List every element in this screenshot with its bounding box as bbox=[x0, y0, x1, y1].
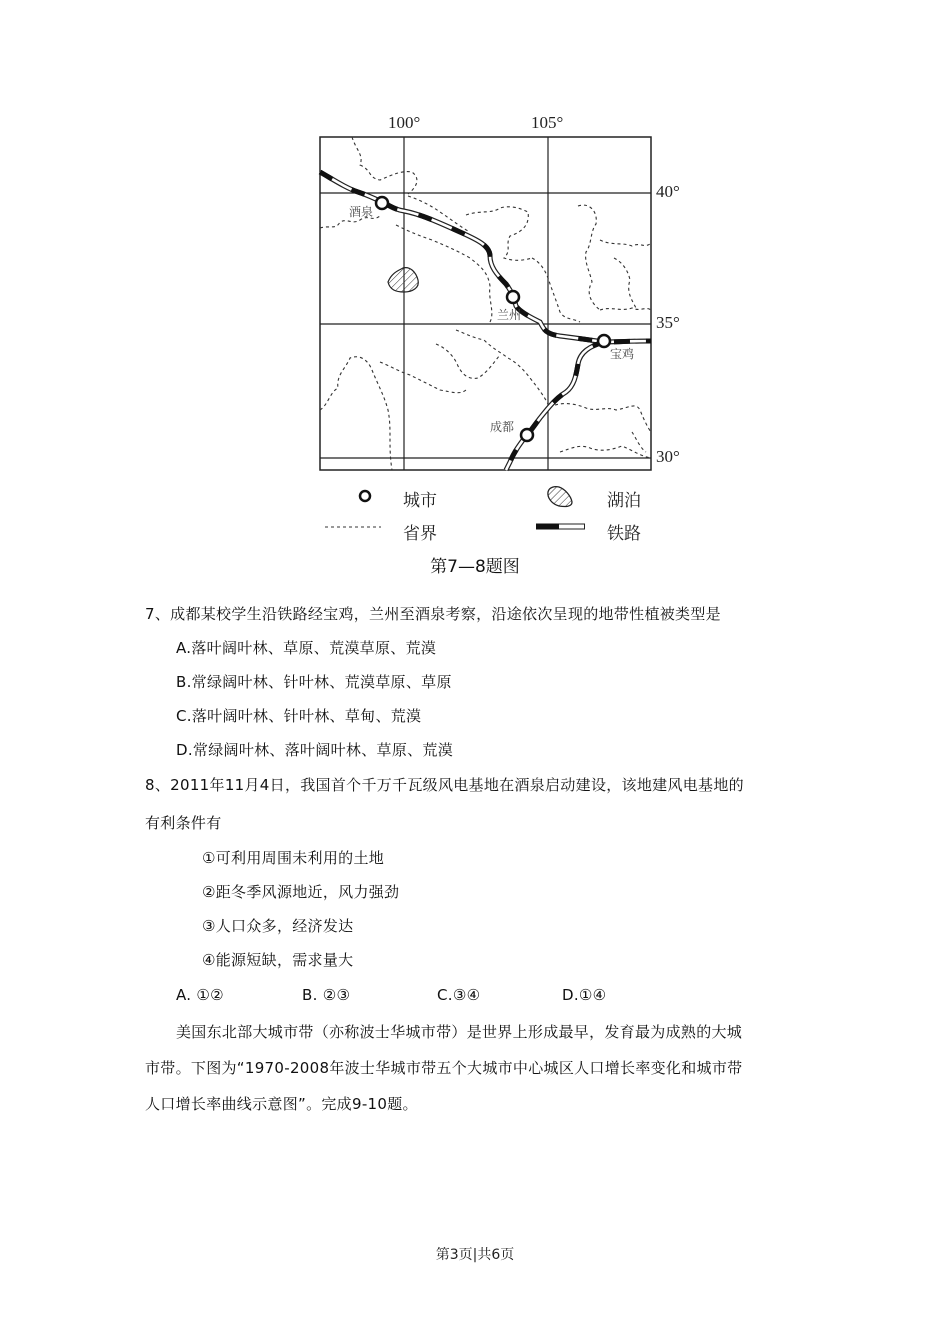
city-marker-lanzhou bbox=[507, 291, 519, 303]
latitude-label-40: 40° bbox=[656, 182, 680, 201]
page-number: 第3页|共6页 bbox=[435, 1247, 515, 1263]
question-7-stem: 7、成都某校学生沿铁路经宝鸡，兰州至酒泉考察，沿途依次呈现的地带性植被类型是 bbox=[145, 605, 721, 623]
question-7-option-d: D.常绿阔叶林、落叶阔叶林、草原、荒漠 bbox=[176, 741, 454, 759]
lake-legend-icon bbox=[545, 484, 575, 510]
city-label-lanzhou: 兰州 bbox=[497, 308, 522, 322]
longitude-label-100: 100° bbox=[388, 113, 421, 132]
question-8-option-c: C.③④ bbox=[437, 986, 481, 1004]
city-label-chengdu: 成都 bbox=[490, 420, 515, 434]
legend-province-border-label: 省界 bbox=[403, 524, 437, 544]
passage-line-1: 美国东北部大城市带（亦称波士华城市带）是世界上形成最早，发育最为成熟的大城 bbox=[176, 1023, 743, 1041]
question-8-stem-line1: 8、2011年11月4日，我国首个千万千瓦级风电基地在酒泉启动建设，该地建风电基地的 bbox=[145, 776, 744, 794]
longitude-label-105: 105° bbox=[531, 113, 564, 132]
figure-caption: 第7—8题图 bbox=[430, 557, 520, 577]
passage-line-3: 人口增长率曲线示意图”。完成9-10题。 bbox=[145, 1095, 418, 1113]
city-legend-icon bbox=[357, 488, 373, 504]
city-marker-baoji bbox=[598, 335, 610, 347]
question-8-stem-line2: 有利条件有 bbox=[145, 814, 222, 832]
question-7-option-a: A.落叶阔叶林、草原、荒漠草原、荒漠 bbox=[176, 639, 437, 657]
latitude-label-30: 30° bbox=[656, 447, 680, 466]
legend-lake-label: 湖泊 bbox=[607, 491, 641, 511]
question-8-item-2: ②距冬季风源地近，风力强劲 bbox=[202, 883, 400, 901]
city-marker-jiuquan bbox=[376, 197, 388, 209]
question-8-item-4: ④能源短缺，需求量大 bbox=[202, 951, 354, 969]
latitude-label-35: 35° bbox=[656, 313, 680, 332]
passage-line-2: 市带。下图为“1970-2008年波士华城市带五个大城市中心城区人口增长率变化和城市带 bbox=[145, 1059, 743, 1077]
question-8-option-a: A. ①② bbox=[176, 986, 224, 1004]
question-8-item-3: ③人口众多，经济发达 bbox=[202, 917, 354, 935]
province-border-legend-icon bbox=[325, 524, 381, 530]
map-frame bbox=[320, 137, 651, 470]
question-8-option-b: B. ②③ bbox=[302, 986, 351, 1004]
province-borders bbox=[320, 137, 651, 470]
question-7-option-b: B.常绿阔叶林、针叶林、荒漠草原、草原 bbox=[176, 673, 452, 691]
question-8-item-1: ①可利用周围未利用的土地 bbox=[202, 849, 385, 867]
railway-legend-icon bbox=[536, 522, 586, 532]
legend-city-label: 城市 bbox=[403, 491, 437, 511]
legend-railway-label: 铁路 bbox=[607, 524, 641, 544]
lake-shape bbox=[388, 268, 418, 292]
city-label-baoji: 宝鸡 bbox=[610, 347, 635, 361]
city-label-jiuquan: 酒泉 bbox=[349, 205, 374, 219]
question-7-option-c: C.落叶阔叶林、针叶林、草甸、荒漠 bbox=[176, 707, 422, 725]
question-8-option-d: D.①④ bbox=[562, 986, 607, 1004]
city-marker-chengdu bbox=[521, 429, 533, 441]
